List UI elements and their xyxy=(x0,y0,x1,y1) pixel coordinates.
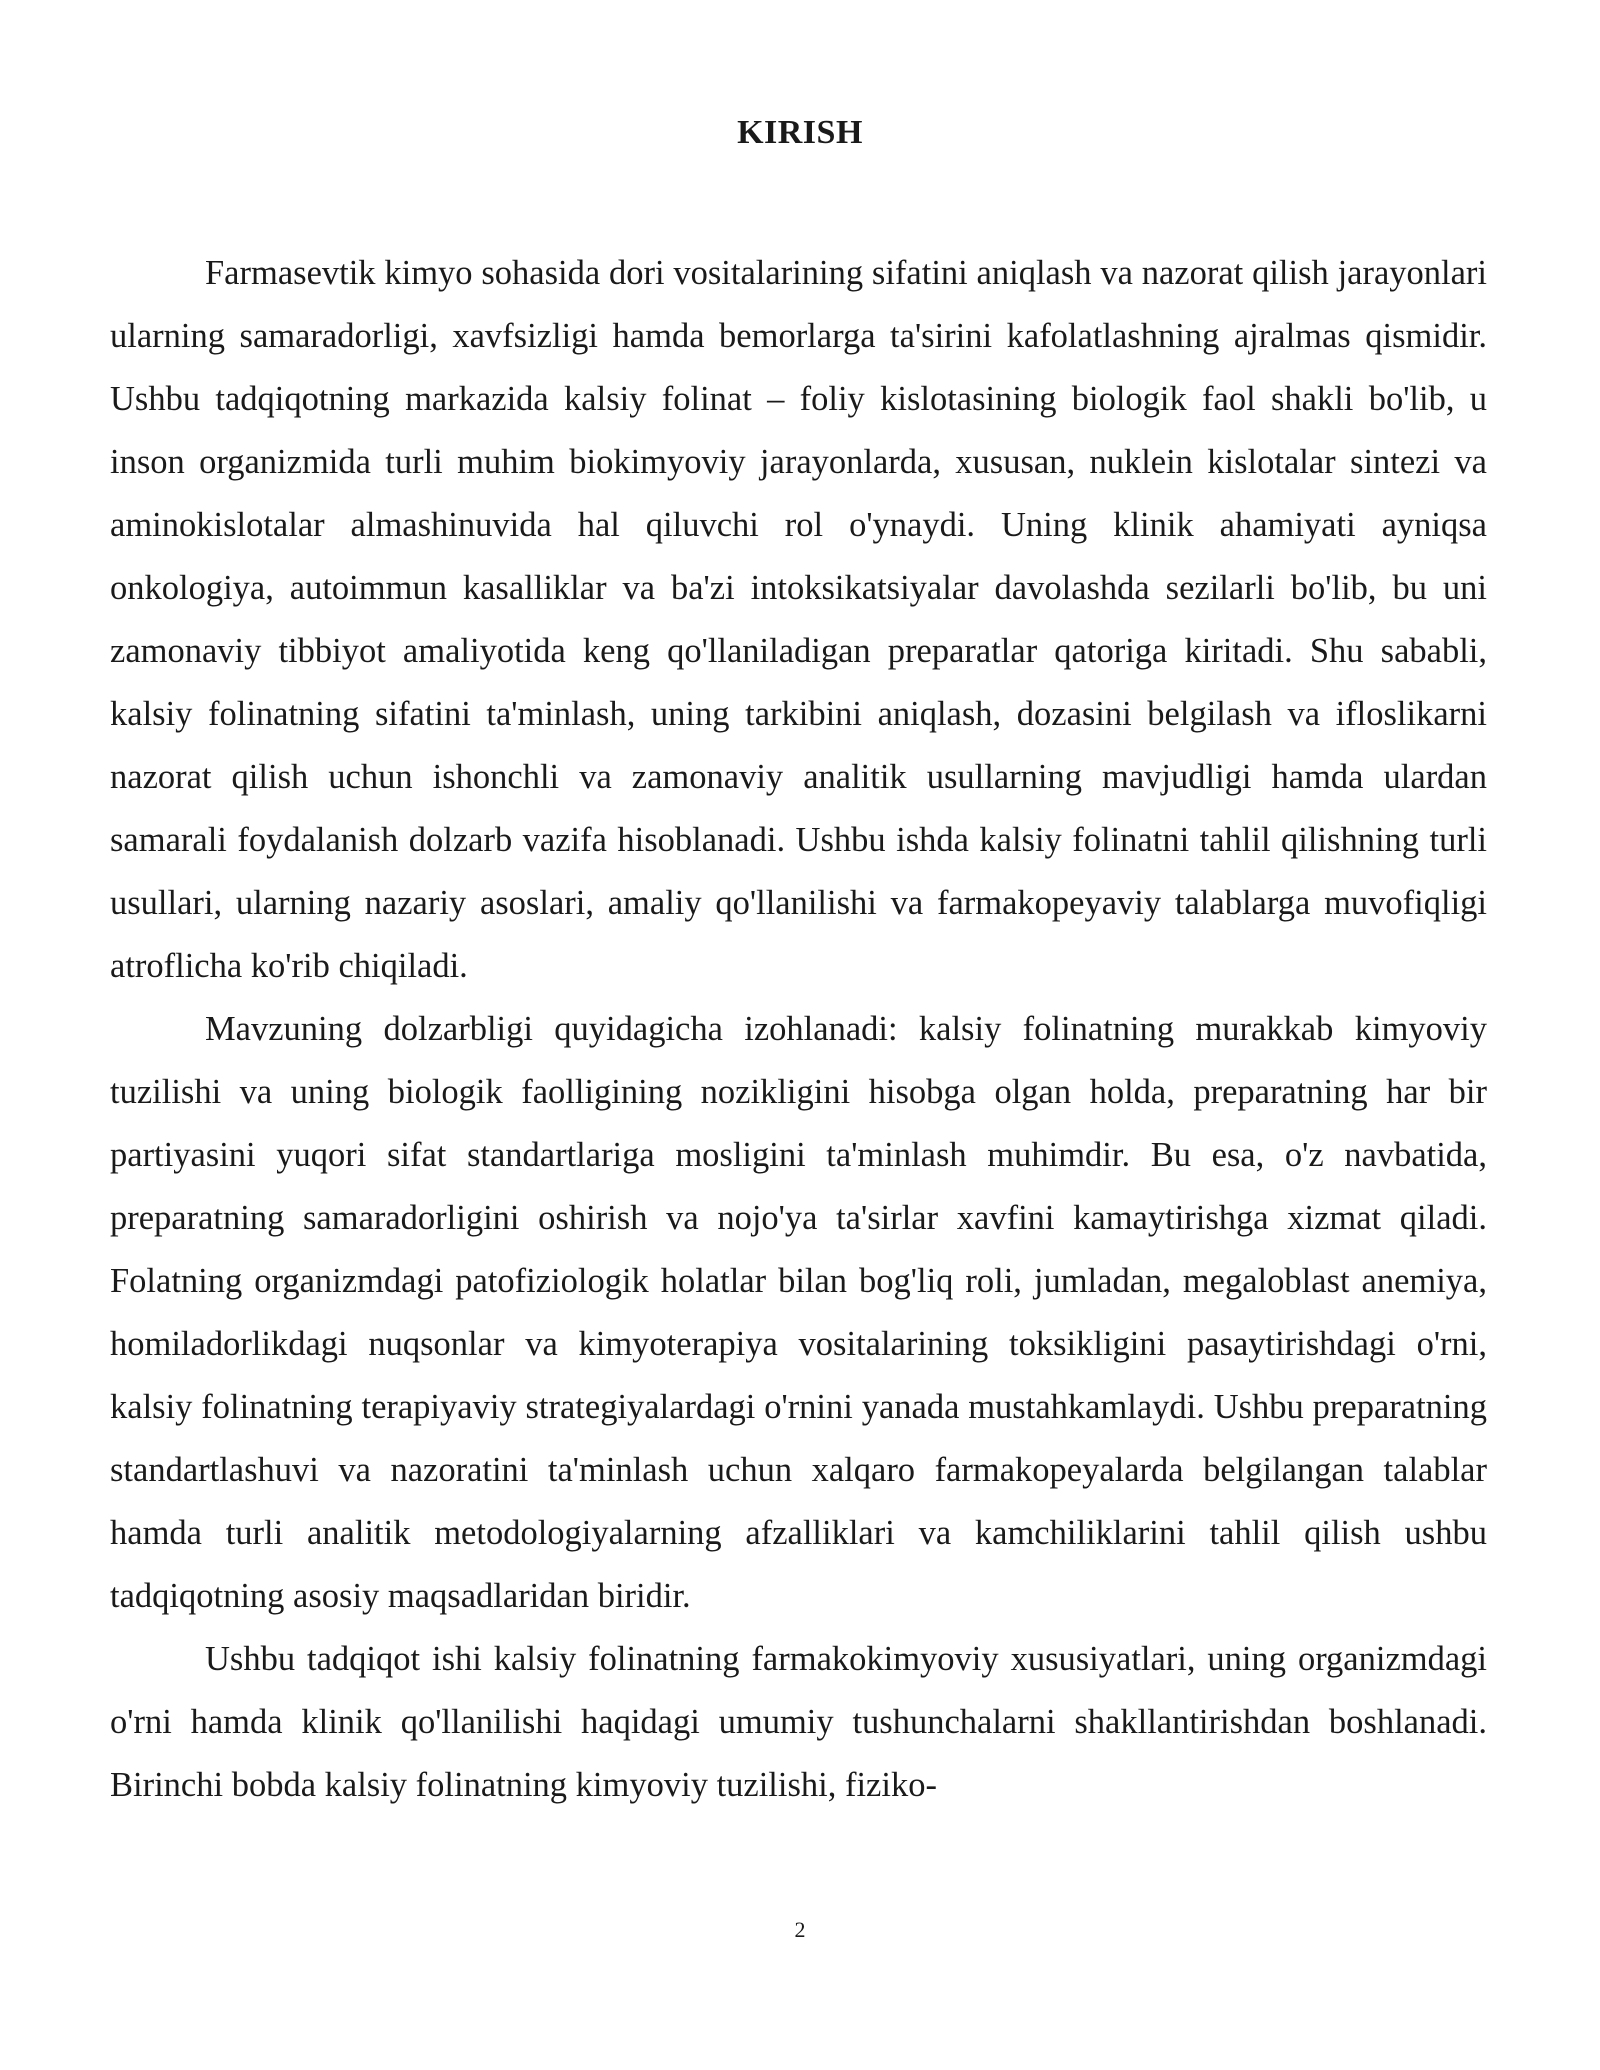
paragraph-relevance: Mavzuning dolzarbligi quyidagicha izohlanadi: kalsiy folinatning murakkab kimyoviy tuzilishi va uning biologik faolligining nozikligini hisobga olgan holda, preparatning har bir partiyasini yuqori sifat standartlariga mosligini ta'minlash muhimdir. Bu esa, o'z navbatida, preparatning samaradorligini oshirish va nojo'ya ta'sirlar xavfini kamaytirishga xizmat qiladi. Folatning organizmdagi patofiziologik holatlar bilan bog'liq roli, jumladan, megaloblast anemiya, homiladorlikdagi nuqsonlar va kimyoterapiya vositalarining toksikligini pasaytirishdagi o'rni, kalsiy folinatning terapiyaviy strategiyalardagi o'rnini yanada mustahkamlaydi. Ushbu preparatning standartlashuvi va nazoratini ta'minlash uchun xalqaro farmakopeyalarda belgilangan talablar hamda turli analitik metodologiyalarning afzalliklari va kamchiliklarini tahlil qilish ushbu tadqiqotning asosiy maqsadlaridan biridir. xyxy=(110,1010,1487,1615)
paragraph-structure: Ushbu tadqiqot ishi kalsiy folinatning farmakokimyoviy xususiyatlari, uning organizmdagi o'rni hamda klinik qo'llanilishi haqidagi umumiy tushunchalarni shakllantirishdan boshlanadi. Birinchi bobda kalsiy folinatning kimyoviy tuzilishi, fiziko- xyxy=(110,1640,1487,1804)
body-text xyxy=(110,242,1487,1817)
page-title: KIRISH xyxy=(737,114,863,151)
page-number: 2 xyxy=(794,1917,806,1942)
paragraph-intro: Farmasevtik kimyo sohasida dori vositalarining sifatini aniqlash va nazorat qilish jarayonlari ularning samaradorligi, xavfsizligi hamda bemorlarga ta'sirini kafolatlashning ajralmas qismidir. Ushbu tadqiqotning markazida kalsiy folinat – foliy kislotasining biologik faol shakli bo'lib, u inson organizmida turli muhim biokimyoviy jarayonlarda, xususan, nuklein kislotalar sintezi va aminokislotalar almashinuvida hal qiluvchi rol o'ynaydi. Uning klinik ahamiyati ayniqsa onkologiya, autoimmun kasalliklar va ba'zi intoksikatsiyalar davolashda sezilarli bo'lib, bu uni zamonaviy tibbiyot amaliyotida keng qo'llaniladigan preparatlar qatoriga kiritadi. Shu sababli, kalsiy folinatning sifatini ta'minlash, uning tarkibini aniqlash, dozasini belgilash va ifloslikarni nazorat qilish uchun ishonchli va zamonaviy analitik usullarning mavjudligi hamda ulardan samarali foydalanish dolzarb vazifa hisoblanadi. Ushbu ishda kalsiy folinatni tahlil qilishning turli usullari, ularning nazariy asoslari, amaliy qo'llanilishi va farmakopeyaviy talablarga muvofiqligi atroflicha ko'rib chiqiladi. xyxy=(110,254,1487,985)
